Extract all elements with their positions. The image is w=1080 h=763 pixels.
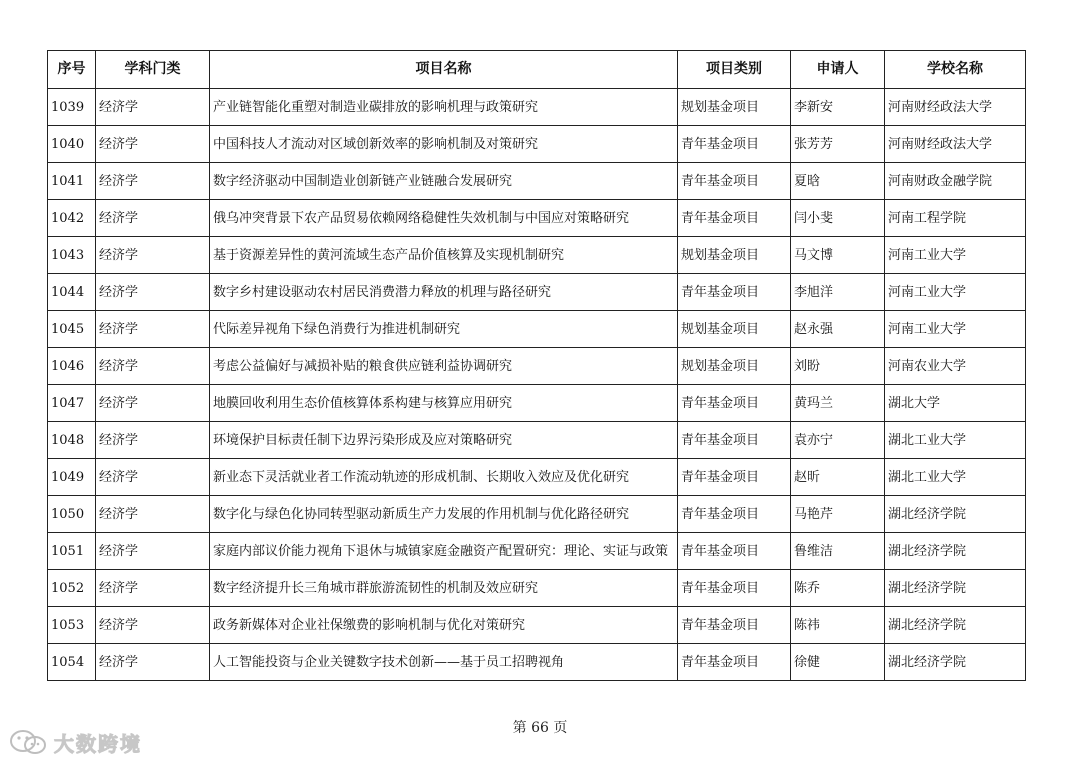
- watermark-text: 大数跨境: [54, 731, 142, 756]
- cell-project-name: 数字乡村建设驱动农村居民消费潜力释放的机理与路径研究: [210, 274, 678, 311]
- cell-project-type: 规划基金项目: [678, 89, 791, 126]
- cell-applicant: 马文博: [791, 237, 885, 274]
- cell-project-type: 青年基金项目: [678, 644, 791, 681]
- cell-index: 1042: [48, 200, 96, 237]
- cell-applicant: 马艳芹: [791, 496, 885, 533]
- table-row: [48, 570, 1026, 607]
- cell-discipline: 经济学: [96, 385, 210, 422]
- cell-applicant: 闫小斐: [791, 200, 885, 237]
- cell-school: 河南财经政法大学: [885, 89, 1026, 126]
- cell-discipline: 经济学: [96, 607, 210, 644]
- cell-project-type: 规划基金项目: [678, 237, 791, 274]
- cell-project-name: 人工智能投资与企业关键数字技术创新——基于员工招聘视角: [210, 644, 678, 681]
- cell-project-type: 青年基金项目: [678, 385, 791, 422]
- cell-project-name: 数字化与绿色化协同转型驱动新质生产力发展的作用机制与优化路径研究: [210, 496, 678, 533]
- cell-project-name: 政务新媒体对企业社保缴费的影响机制与优化对策研究: [210, 607, 678, 644]
- table-body: [48, 89, 1026, 681]
- header-discipline: 学科门类: [96, 51, 210, 89]
- table-header-row: [48, 51, 1026, 89]
- cell-discipline: 经济学: [96, 533, 210, 570]
- cell-school: 河南财经政法大学: [885, 126, 1026, 163]
- table-row: [48, 311, 1026, 348]
- cell-applicant: 刘盼: [791, 348, 885, 385]
- cell-school: 湖北大学: [885, 385, 1026, 422]
- cell-discipline: 经济学: [96, 126, 210, 163]
- cell-project-type: 青年基金项目: [678, 607, 791, 644]
- cell-project-type: 青年基金项目: [678, 422, 791, 459]
- cell-project-type: 青年基金项目: [678, 459, 791, 496]
- table-row: [48, 496, 1026, 533]
- cell-discipline: 经济学: [96, 89, 210, 126]
- header-index: 序号: [48, 51, 96, 89]
- cell-index: 1043: [48, 237, 96, 274]
- table-row: [48, 385, 1026, 422]
- cell-discipline: 经济学: [96, 200, 210, 237]
- cell-project-name: 家庭内部议价能力视角下退休与城镇家庭金融资产配置研究：理论、实证与政策: [210, 533, 678, 570]
- watermark: [8, 726, 142, 758]
- cell-school: 河南工业大学: [885, 237, 1026, 274]
- cell-project-name: 地膜回收利用生态价值核算体系构建与核算应用研究: [210, 385, 678, 422]
- table-row: [48, 533, 1026, 570]
- cell-school: 湖北经济学院: [885, 533, 1026, 570]
- table-row: [48, 422, 1026, 459]
- cell-project-name: 产业链智能化重塑对制造业碳排放的影响机理与政策研究: [210, 89, 678, 126]
- cell-project-name: 中国科技人才流动对区域创新效率的影响机制及对策研究: [210, 126, 678, 163]
- cell-applicant: 李新安: [791, 89, 885, 126]
- cell-index: 1048: [48, 422, 96, 459]
- cell-discipline: 经济学: [96, 459, 210, 496]
- table-row: [48, 607, 1026, 644]
- cell-project-name: 数字经济提升长三角城市群旅游流韧性的机制及效应研究: [210, 570, 678, 607]
- cell-school: 河南财政金融学院: [885, 163, 1026, 200]
- cell-school: 湖北经济学院: [885, 570, 1026, 607]
- cell-discipline: 经济学: [96, 496, 210, 533]
- cell-index: 1053: [48, 607, 96, 644]
- cell-discipline: 经济学: [96, 311, 210, 348]
- wechat-logo-icon: [8, 728, 48, 756]
- cell-applicant: 陈祎: [791, 607, 885, 644]
- table-row: [48, 200, 1026, 237]
- cell-applicant: 赵昕: [791, 459, 885, 496]
- table-row: [48, 126, 1026, 163]
- cell-discipline: 经济学: [96, 348, 210, 385]
- cell-applicant: 袁亦宁: [791, 422, 885, 459]
- cell-index: 1039: [48, 89, 96, 126]
- cell-school: 湖北经济学院: [885, 607, 1026, 644]
- table-row: [48, 89, 1026, 126]
- cell-index: 1049: [48, 459, 96, 496]
- cell-index: 1050: [48, 496, 96, 533]
- cell-index: 1047: [48, 385, 96, 422]
- cell-school: 湖北工业大学: [885, 459, 1026, 496]
- cell-discipline: 经济学: [96, 644, 210, 681]
- header-school: 学校名称: [885, 51, 1026, 89]
- cell-discipline: 经济学: [96, 163, 210, 200]
- cell-project-name: 数字经济驱动中国制造业创新链产业链融合发展研究: [210, 163, 678, 200]
- cell-applicant: 张芳芳: [791, 126, 885, 163]
- cell-index: 1041: [48, 163, 96, 200]
- cell-project-type: 规划基金项目: [678, 348, 791, 385]
- header-applicant: 申请人: [791, 51, 885, 89]
- cell-project-type: 青年基金项目: [678, 274, 791, 311]
- cell-project-type: 青年基金项目: [678, 496, 791, 533]
- cell-project-name: 俄乌冲突背景下农产品贸易依赖网络稳健性失效机制与中国应对策略研究: [210, 200, 678, 237]
- cell-school: 河南工业大学: [885, 311, 1026, 348]
- header-project-type: 项目类别: [678, 51, 791, 89]
- cell-school: 湖北经济学院: [885, 644, 1026, 681]
- cell-school: 河南工业大学: [885, 274, 1026, 311]
- cell-project-type: 青年基金项目: [678, 126, 791, 163]
- cell-project-type: 规划基金项目: [678, 311, 791, 348]
- cell-index: 1046: [48, 348, 96, 385]
- cell-discipline: 经济学: [96, 422, 210, 459]
- cell-index: 1051: [48, 533, 96, 570]
- cell-school: 湖北经济学院: [885, 496, 1026, 533]
- cell-applicant: 黄玛兰: [791, 385, 885, 422]
- cell-project-type: 青年基金项目: [678, 570, 791, 607]
- cell-school: 河南工程学院: [885, 200, 1026, 237]
- cell-applicant: 陈乔: [791, 570, 885, 607]
- page-number: 第 66 页: [512, 720, 568, 736]
- cell-project-type: 青年基金项目: [678, 200, 791, 237]
- cell-index: 1040: [48, 126, 96, 163]
- cell-project-name: 新业态下灵活就业者工作流动轨迹的形成机制、长期收入效应及优化研究: [210, 459, 678, 496]
- cell-applicant: 夏晗: [791, 163, 885, 200]
- cell-school: 河南农业大学: [885, 348, 1026, 385]
- cell-index: 1052: [48, 570, 96, 607]
- cell-project-type: 青年基金项目: [678, 533, 791, 570]
- cell-applicant: 赵永强: [791, 311, 885, 348]
- table-row: [48, 459, 1026, 496]
- cell-project-name: 基于资源差异性的黄河流域生态产品价值核算及实现机制研究: [210, 237, 678, 274]
- project-table: [47, 50, 1026, 681]
- cell-index: 1054: [48, 644, 96, 681]
- cell-project-name: 环境保护目标责任制下边界污染形成及应对策略研究: [210, 422, 678, 459]
- cell-index: 1045: [48, 311, 96, 348]
- cell-index: 1044: [48, 274, 96, 311]
- cell-discipline: 经济学: [96, 274, 210, 311]
- cell-discipline: 经济学: [96, 570, 210, 607]
- cell-project-type: 青年基金项目: [678, 163, 791, 200]
- table-row: [48, 348, 1026, 385]
- cell-applicant: 鲁维洁: [791, 533, 885, 570]
- table-row: [48, 163, 1026, 200]
- cell-applicant: 李旭洋: [791, 274, 885, 311]
- cell-applicant: 徐健: [791, 644, 885, 681]
- cell-discipline: 经济学: [96, 237, 210, 274]
- table-row: [48, 237, 1026, 274]
- cell-project-name: 代际差异视角下绿色消费行为推进机制研究: [210, 311, 678, 348]
- header-project-name: 项目名称: [210, 51, 678, 89]
- table-row: [48, 644, 1026, 681]
- cell-school: 湖北工业大学: [885, 422, 1026, 459]
- cell-project-name: 考虑公益偏好与减损补贴的粮食供应链利益协调研究: [210, 348, 678, 385]
- table-row: [48, 274, 1026, 311]
